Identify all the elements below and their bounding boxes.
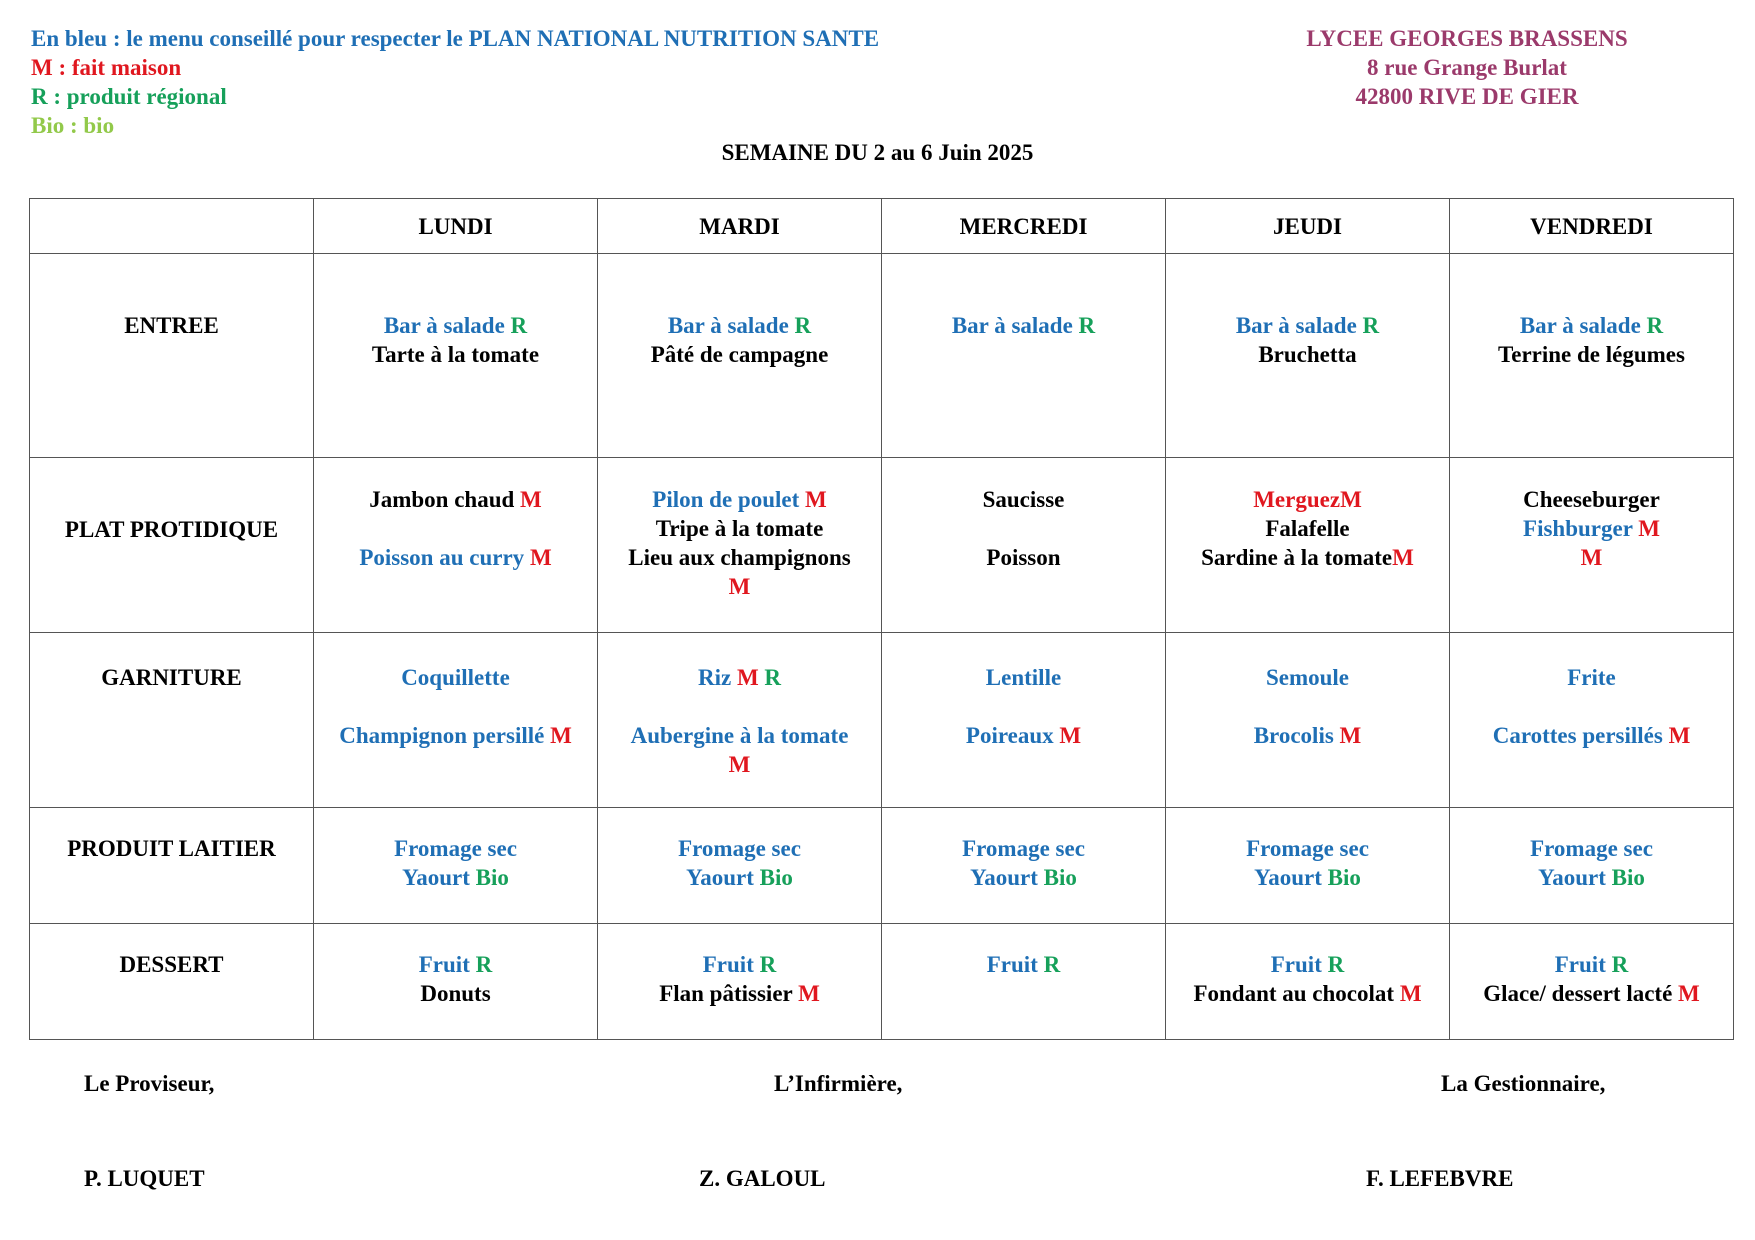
signature-infirmiere-name: Z. GALOUL: [699, 1166, 826, 1191]
menu-line: [318, 950, 593, 979]
signature-gestionnaire-role: La Gestionnaire,: [1441, 1071, 1606, 1096]
day-header: LUNDI: [314, 199, 598, 254]
menu-line: [1454, 979, 1729, 1008]
menu-line: [1170, 863, 1445, 892]
menu-line: [602, 311, 877, 340]
menu-row: [30, 254, 1734, 458]
day-header: MARDI: [598, 199, 882, 254]
menu-text: M: [550, 723, 572, 748]
menu-text: R: [759, 952, 777, 977]
menu-text: Bio: [1043, 865, 1077, 890]
menu-line: [886, 950, 1161, 979]
menu-cell: [598, 808, 882, 924]
menu-cell: [1166, 458, 1450, 633]
menu-text: Jambon chaud: [369, 487, 521, 512]
menu-text: Yaourt: [1538, 865, 1612, 890]
legend-bio: Bio : bio: [31, 113, 115, 138]
menu-text: Pilon de poulet: [652, 487, 805, 512]
menu-text: Poireaux: [965, 723, 1060, 748]
legend-pnns: En bleu : le menu conseillé pour respecter le PLAN NATIONAL NUTRITION SANTE: [31, 26, 880, 51]
menu-line: [1454, 485, 1729, 514]
menu-text: R: [1646, 313, 1664, 338]
signature-proviseur-role: Le Proviseur,: [84, 1071, 215, 1096]
menu-text: Fromage sec: [1530, 836, 1653, 861]
menu-cell: [314, 633, 598, 808]
menu-line: [1170, 721, 1445, 750]
menu-cell: [1450, 924, 1734, 1040]
menu-text: Yaourt: [402, 865, 476, 890]
menu-text: Sardine à la tomate: [1201, 545, 1393, 570]
menu-text: M: [529, 545, 552, 570]
day-header: JEUDI: [1166, 199, 1450, 254]
menu-cell: [598, 458, 882, 633]
school-street: 8 rue Grange Burlat: [1367, 55, 1567, 80]
menu-line: [886, 834, 1161, 863]
menu-line: [318, 721, 593, 750]
menu-line: [1170, 311, 1445, 340]
menu-text: M: [805, 487, 827, 512]
menu-line: [1454, 721, 1729, 750]
menu-line: [1454, 950, 1729, 979]
menu-cell: [314, 254, 598, 458]
menu-text: Poisson au curry: [359, 545, 530, 570]
menu-line: [602, 721, 877, 750]
menu-line: [1170, 692, 1445, 721]
menu-text: M: [1339, 723, 1362, 748]
menu-text: Bar à salade: [383, 313, 511, 338]
menu-cell: [1450, 808, 1734, 924]
menu-text: Semoule: [1265, 665, 1350, 690]
menu-line: [1454, 514, 1729, 543]
menu-line: [318, 485, 593, 514]
menu-text: Fromage sec: [1246, 836, 1369, 861]
menu-text: Bar à salade: [1519, 313, 1647, 338]
menu-text: Riz: [697, 665, 737, 690]
menu-text: M: [1399, 981, 1422, 1006]
menu-line: [602, 663, 877, 692]
menu-text: Terrine de légumes: [1498, 342, 1685, 367]
menu-text: R: [475, 952, 493, 977]
header-row: [30, 199, 1734, 254]
week-title: SEMAINE DU 2 au 6 Juin 2025: [721, 140, 1034, 165]
menu-text: Fromage sec: [678, 836, 801, 861]
menu-text: Poisson: [986, 545, 1061, 570]
menu-line: [1170, 485, 1445, 514]
menu-line: [318, 834, 593, 863]
menu-text: Pâté de campagne: [650, 342, 829, 367]
menu-row: [30, 808, 1734, 924]
menu-text: Bio: [1327, 865, 1361, 890]
menu-text: Tripe à la tomate: [655, 516, 824, 541]
menu-text: M: [728, 574, 751, 599]
menu-line: [886, 663, 1161, 692]
menu-text: M: [1059, 723, 1082, 748]
menu-text: M: [1668, 723, 1691, 748]
menu-text: Yaourt: [1254, 865, 1328, 890]
menu-line: [886, 514, 1161, 543]
menu-text: Yaourt: [686, 865, 760, 890]
menu-cell: [882, 633, 1166, 808]
day-header: VENDREDI: [1450, 199, 1734, 254]
menu-line: [318, 311, 593, 340]
row-label: PLAT PROTIDIQUE: [30, 458, 314, 633]
menu-line: [1170, 979, 1445, 1008]
legend-fait-maison: M : fait maison: [31, 55, 182, 80]
menu-text: Falafelle: [1265, 516, 1350, 541]
menu-text: R: [510, 313, 528, 338]
menu-line: [1454, 340, 1729, 369]
menu-line: [318, 514, 593, 543]
menu-text: Fruit: [1270, 952, 1328, 977]
menu-text: M: [1638, 516, 1660, 541]
row-label: GARNITURE: [30, 633, 314, 808]
menu-line: [1170, 340, 1445, 369]
menu-row: [30, 458, 1734, 633]
menu-text: Bio: [1611, 865, 1645, 890]
menu-text: R: [1611, 952, 1629, 977]
menu-cell: [882, 808, 1166, 924]
menu-line: [602, 572, 877, 601]
menu-text: Champignon persillé: [339, 723, 551, 748]
menu-cell: [314, 924, 598, 1040]
menu-line: [886, 721, 1161, 750]
menu-text: R: [1362, 313, 1380, 338]
menu-line: [1454, 543, 1729, 572]
menu-line: [318, 692, 593, 721]
menu-line: [1454, 834, 1729, 863]
menu-line: [1454, 311, 1729, 340]
menu-text: Bio: [475, 865, 509, 890]
menu-line: [602, 979, 877, 1008]
menu-cell: [598, 254, 882, 458]
menu-text: M: [736, 665, 765, 690]
menu-text: Carottes persillés: [1492, 723, 1669, 748]
menu-text: M: [1580, 545, 1603, 570]
menu-text: Fruit: [1554, 952, 1612, 977]
menu-text: R: [1078, 313, 1096, 338]
menu-text: Cheeseburger: [1523, 487, 1660, 512]
menu-line: [318, 340, 593, 369]
menu-text: Fruit: [702, 952, 760, 977]
menu-line: [318, 979, 593, 1008]
menu-text: M: [798, 981, 820, 1006]
menu-cell: [882, 924, 1166, 1040]
menu-line: [602, 692, 877, 721]
menu-text: Bio: [759, 865, 793, 890]
menu-line: [1170, 663, 1445, 692]
menu-text: Fromage sec: [962, 836, 1085, 861]
menu-text: M: [1678, 981, 1700, 1006]
menu-cell: [598, 924, 882, 1040]
menu-line: [1454, 663, 1729, 692]
menu-text: Merguez: [1253, 487, 1341, 512]
menu-line: [602, 863, 877, 892]
menu-line: [1170, 834, 1445, 863]
legend: [31, 24, 879, 140]
menu-cell: [1166, 808, 1450, 924]
menu-row: [30, 633, 1734, 808]
school-name: LYCEE GEORGES BRASSENS: [1306, 26, 1628, 51]
menu-text: M: [1340, 487, 1362, 512]
menu-row: [30, 924, 1734, 1040]
menu-cell: [882, 254, 1166, 458]
menu-line: [318, 543, 593, 572]
menu-cell: [1450, 254, 1734, 458]
menu-text: Bar à salade: [667, 313, 795, 338]
row-label: PRODUIT LAITIER: [30, 808, 314, 924]
menu-line: [1170, 950, 1445, 979]
day-header: MERCREDI: [882, 199, 1166, 254]
menu-cell: [314, 808, 598, 924]
menu-line: [1454, 692, 1729, 721]
menu-text: R: [764, 665, 782, 690]
menu-text: M: [1392, 545, 1414, 570]
row-label: ENTREE: [30, 254, 314, 458]
menu-line: [886, 485, 1161, 514]
menu-cell: [1450, 458, 1734, 633]
menu-line: [602, 485, 877, 514]
menu-text: Fondant au chocolat: [1193, 981, 1400, 1006]
legend-produit-regional: R : produit régional: [31, 84, 227, 109]
menu-text: Lentille: [985, 665, 1062, 690]
menu-text: Yaourt: [970, 865, 1044, 890]
menu-line: [886, 311, 1161, 340]
menu-text: Tarte à la tomate: [371, 342, 540, 367]
menu-line: [602, 950, 877, 979]
menu-text: Fromage sec: [394, 836, 517, 861]
menu-text: Frite: [1567, 665, 1616, 690]
menu-line: [318, 663, 593, 692]
menu-text: Lieu aux champignons: [628, 545, 851, 570]
menu-text: Bar à salade: [1235, 313, 1363, 338]
menu-text: Bruchetta: [1258, 342, 1357, 367]
menu-line: [602, 543, 877, 572]
menu-text: R: [794, 313, 812, 338]
menu-line: [886, 863, 1161, 892]
menu-line: [1170, 514, 1445, 543]
menu-text: Coquillette: [401, 665, 510, 690]
menu-text: Flan pâtissier: [659, 981, 799, 1006]
menu-text: M: [728, 752, 751, 777]
menu-table: [29, 198, 1734, 1040]
menu-line: [602, 750, 877, 779]
menu-text: Saucisse: [982, 487, 1065, 512]
menu-text: R: [1043, 952, 1061, 977]
menu-line: [886, 543, 1161, 572]
signature-proviseur-name: P. LUQUET: [84, 1166, 205, 1191]
signature-infirmiere-role: L’Infirmière,: [774, 1071, 903, 1096]
menu-line: [1170, 543, 1445, 572]
row-label: DESSERT: [30, 924, 314, 1040]
menu-text: Donuts: [420, 981, 491, 1006]
menu-text: Bar à salade: [951, 313, 1079, 338]
menu-line: [318, 863, 593, 892]
menu-cell: [1166, 633, 1450, 808]
menu-line: [1454, 863, 1729, 892]
menu-cell: [1166, 924, 1450, 1040]
menu-text: Fruit: [986, 952, 1044, 977]
signature-gestionnaire-name: F. LEFEBVRE: [1366, 1166, 1514, 1191]
school-city: 42800 RIVE DE GIER: [1355, 84, 1579, 109]
menu-line: [886, 692, 1161, 721]
menu-cell: [314, 458, 598, 633]
menu-text: Aubergine à la tomate: [630, 723, 849, 748]
corner-cell: [30, 199, 314, 254]
menu-line: [602, 834, 877, 863]
menu-cell: [1450, 633, 1734, 808]
menu-line: [602, 514, 877, 543]
menu-text: Fruit: [418, 952, 476, 977]
school-address: [1262, 24, 1672, 111]
menu-text: R: [1327, 952, 1345, 977]
menu-cell: [882, 458, 1166, 633]
menu-text: Fishburger: [1523, 516, 1639, 541]
menu-cell: [598, 633, 882, 808]
menu-line: [602, 340, 877, 369]
menu-text: M: [520, 487, 542, 512]
menu-text: Glace/ dessert lacté: [1483, 981, 1679, 1006]
menu-text: Brocolis: [1253, 723, 1340, 748]
menu-cell: [1166, 254, 1450, 458]
